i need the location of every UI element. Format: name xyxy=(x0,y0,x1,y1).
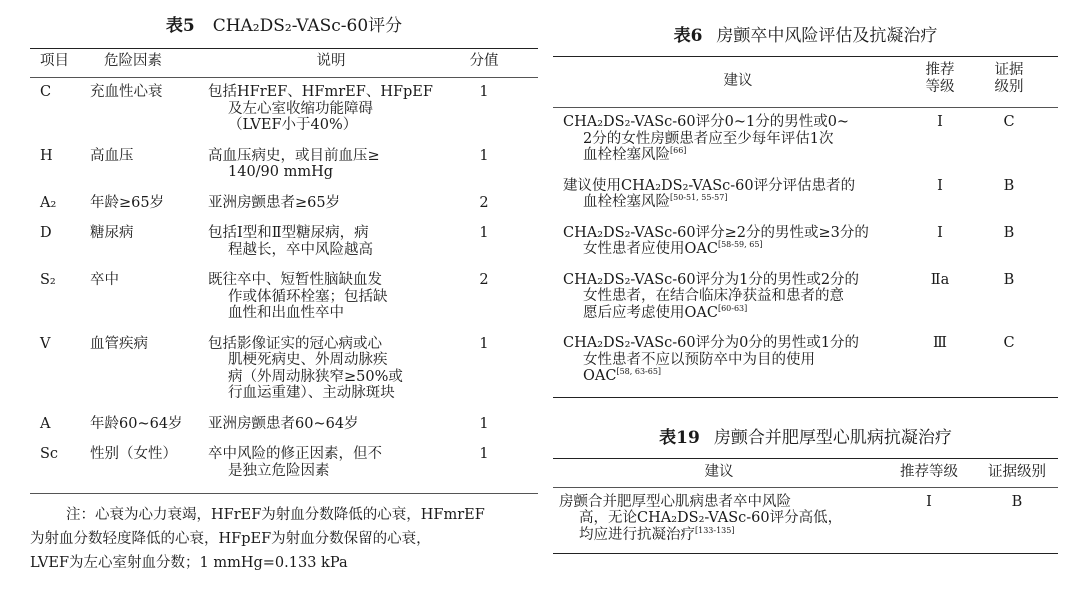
table6-header-grade-l2: 等级 xyxy=(925,78,955,95)
table6-row-line: OAC xyxy=(583,368,617,384)
table5-desc-line: 程越长，卒中风险越高 xyxy=(228,241,373,258)
table5-score: 2 xyxy=(479,194,489,211)
table6-row-ref: [50-51, 55-57] xyxy=(670,193,728,203)
table5-desc-line: 卒中风险的修正因素，但不 xyxy=(208,446,382,462)
table6-row xyxy=(553,266,1058,330)
table5-desc-line: 是独立危险因素 xyxy=(228,462,330,479)
table5-factor: 年龄≥65岁 xyxy=(90,194,165,211)
table19-row-text xyxy=(559,494,879,544)
table5-desc xyxy=(208,148,454,181)
table19-header-level: 证据级别 xyxy=(988,463,1046,480)
table19-row-level: B xyxy=(1011,493,1023,510)
table19-header-rec: 建议 xyxy=(704,463,734,480)
table19-row-line: 高，无论CHA₂DS₂-VASc-60评分高低， xyxy=(579,510,843,526)
table5-desc-line: 肌梗死病史、外周动脉疾 xyxy=(228,352,388,368)
table19-caption-num: 表19 xyxy=(659,427,700,448)
table5-desc-line: 行血运重建）、主动脉斑块 xyxy=(228,385,395,401)
table19-header-grade: 推荐等级 xyxy=(900,463,958,480)
table6-header-grade-l1: 推荐 xyxy=(925,62,955,78)
table5-score: 1 xyxy=(479,84,489,100)
table5-score: 1 xyxy=(479,415,489,432)
table5-factor: 血管疾病 xyxy=(90,335,148,352)
table5-score: 1 xyxy=(479,147,489,164)
table5-item: A₂ xyxy=(40,194,57,211)
table5-desc-line: 作或体循环栓塞；包括缺 xyxy=(228,288,388,305)
table19-caption xyxy=(553,426,1058,452)
table6-row xyxy=(553,329,1058,393)
table6-row-line: CHA₂DS₂-VASc-60评分≥2分的男性或≥3分的 xyxy=(563,224,869,241)
table6-header-level-l2: 级别 xyxy=(994,78,1024,95)
table6-row-text xyxy=(563,272,913,322)
table6-row-grade: Ⅰ xyxy=(937,114,943,130)
table5-header-factor: 危险因素 xyxy=(104,53,162,69)
table5-desc-line: 亚洲房颤患者≥65岁 xyxy=(208,194,341,211)
table6-header-grade xyxy=(915,62,965,95)
table6-row-line: CHA₂DS₂-VASc-60评分0~1分的男性或0~ xyxy=(563,114,850,130)
table5-note xyxy=(30,503,538,575)
table5-desc-line: 及左心室收缩功能障碍 xyxy=(228,100,373,117)
table5-desc xyxy=(208,446,454,479)
table6-row-text xyxy=(563,114,913,164)
table5-caption-title: CHA₂DS₂-VASc-60评分 xyxy=(212,16,403,36)
table5-desc-line: 亚洲房颤患者60~64岁 xyxy=(208,415,359,432)
table6-caption xyxy=(553,24,1058,52)
table5-header-score: 分值 xyxy=(469,53,499,69)
table5-desc-line: 高血压病史，或目前血压≥ xyxy=(208,147,380,164)
table6-body xyxy=(553,108,1058,393)
table19-header-row xyxy=(553,459,1058,487)
table6-caption-title: 房颤卒中风险评估及抗凝治疗 xyxy=(716,26,938,46)
table5-desc-line: 140/90 mmHg xyxy=(228,164,334,180)
table19-row-line: 房颤合并肥厚型心肌病患者卒中风险 xyxy=(559,493,791,510)
table6-row xyxy=(553,108,1058,172)
table5-row xyxy=(30,219,538,266)
table5-desc xyxy=(208,336,454,402)
table5-note-line: 注：心衰为心力衰竭，HFrEF为射血分数降低的心衰，HFmrEF xyxy=(66,507,485,523)
table6-header-level-l1: 证据 xyxy=(994,62,1024,78)
table5-header-item: 项目 xyxy=(40,53,69,69)
table5-desc xyxy=(208,416,454,433)
table5-item: V xyxy=(40,335,51,352)
table5-item: D xyxy=(40,225,52,241)
table19-caption-title: 房颤合并肥厚型心肌病抗凝治疗 xyxy=(713,427,952,448)
table6-row-last-line xyxy=(563,305,913,322)
table6-row-line: 愿后应考虑使用OAC xyxy=(583,304,718,321)
table5-row xyxy=(30,78,538,142)
table5-row xyxy=(30,266,538,330)
table6-row-line: CHA₂DS₂-VASc-60评分为0分的男性或1分的 xyxy=(563,335,860,351)
table6-row-grade: Ⅰ xyxy=(937,177,943,194)
table5-bottom-rule xyxy=(30,493,538,494)
table6-row-line: 血栓栓塞风险 xyxy=(583,147,670,163)
table6-row-text xyxy=(563,335,913,385)
table5 xyxy=(30,14,538,494)
table5-desc-line: 包括HFrEF、HFmrEF、HFpEF xyxy=(208,84,433,100)
table6-row xyxy=(553,219,1058,266)
table6-row xyxy=(553,172,1058,219)
table19-row-line: 均应进行抗凝治疗 xyxy=(579,526,695,543)
table6-row-ref: [58-59, 65] xyxy=(717,240,763,250)
table5-score: 1 xyxy=(479,335,489,352)
table6-row-last-line xyxy=(563,147,913,164)
table5-item: H xyxy=(40,147,53,164)
table6-row-line: CHA₂DS₂-VASc-60评分为1分的男性或2分的 xyxy=(563,271,860,288)
table6-row-grade: Ⅰ xyxy=(937,224,943,241)
table5-desc-line: （LVEF小于40%） xyxy=(228,117,358,133)
table6-header-level xyxy=(977,62,1041,95)
table6-bottom-rule xyxy=(553,397,1058,398)
table5-factor: 性别（女性） xyxy=(90,446,177,462)
table5-note-line: LVEF为左心室射血分数；1 mmHg=0.133 kPa xyxy=(30,555,348,571)
table6-row-text xyxy=(563,178,913,211)
table5-desc xyxy=(208,195,454,212)
table5-row xyxy=(30,410,538,441)
table19-row-ref: [133-135] xyxy=(695,525,735,535)
table6-row-line: 女性患者不应以预防卒中为目的使用 xyxy=(583,351,815,368)
table5-desc-line: 病（外周动脉狭窄≥50%或 xyxy=(228,368,403,385)
table19-bottom-rule xyxy=(553,553,1058,554)
table19-row-grade: Ⅰ xyxy=(926,493,932,510)
table6-row-ref: [58, 63-65] xyxy=(616,367,662,377)
table6-row-line: 女性患者应使用OAC xyxy=(583,241,718,257)
table6-row-level: C xyxy=(1003,114,1015,130)
table5-factor: 充血性心衰 xyxy=(90,84,163,100)
table6-row-level: B xyxy=(1003,271,1015,288)
table19 xyxy=(553,426,1058,555)
table5-caption xyxy=(30,14,538,44)
table5-desc-line: 血性和出血性卒中 xyxy=(228,305,344,321)
table6-row-ref: [60-63] xyxy=(717,303,748,313)
table5-item: A xyxy=(40,415,51,432)
table6-row-text xyxy=(563,225,913,258)
table19-body xyxy=(553,488,1058,552)
table5-factor: 年龄60~64岁 xyxy=(90,415,183,432)
table6-row-line: 女性患者，在结合临床净获益和患者的意 xyxy=(583,288,844,304)
table6 xyxy=(553,24,1058,554)
table5-desc-line: 包括Ⅰ型和Ⅱ型糖尿病，病 xyxy=(208,225,369,241)
table5-desc xyxy=(208,225,454,258)
table6-row-ref: [66] xyxy=(670,146,687,156)
table5-note-line: 为射血分数轻度降低的心衰，HFpEF为射血分数保留的心衰， xyxy=(30,531,431,547)
table5-desc xyxy=(208,84,454,134)
table6-row-grade: Ⅱa xyxy=(930,271,950,288)
table5-score: 2 xyxy=(479,272,489,288)
table6-row-level: C xyxy=(1003,335,1015,351)
table6-row-last-line xyxy=(563,241,913,258)
table6-row-level: B xyxy=(1003,177,1015,194)
table5-item: S₂ xyxy=(40,272,56,288)
table5-caption-num: 表5 xyxy=(165,16,195,36)
table5-desc-line: 包括影像证实的冠心病或心 xyxy=(208,335,382,352)
table5-desc xyxy=(208,272,454,322)
table6-caption-num: 表6 xyxy=(673,26,703,46)
table5-header-desc: 说明 xyxy=(316,53,346,69)
table5-factor: 糖尿病 xyxy=(90,225,134,241)
table6-row-level: B xyxy=(1003,224,1015,241)
table6-row-line: 血栓栓塞风险 xyxy=(583,194,670,210)
table5-row xyxy=(30,440,538,487)
table6-row-last-line xyxy=(563,368,913,385)
table5-score: 1 xyxy=(479,225,489,241)
table5-header-row xyxy=(30,49,538,77)
table19-row xyxy=(553,488,1058,552)
table5-row xyxy=(30,189,538,220)
table6-row-line: 建议使用CHA₂DS₂-VASc-60评分评估患者的 xyxy=(563,177,856,194)
table5-item: C xyxy=(40,84,52,100)
table5-factor: 卒中 xyxy=(90,272,119,288)
table6-row-last-line xyxy=(563,194,913,211)
table6-row-line: 2分的女性房颤患者应至少每年评估1次 xyxy=(583,130,834,147)
table6-row-grade: Ⅲ xyxy=(933,335,947,351)
table5-row xyxy=(30,142,538,189)
table6-header-rec: 建议 xyxy=(723,73,753,89)
table5-desc-line: 既往卒中、短暂性脑缺血发 xyxy=(208,272,382,288)
table5-score: 1 xyxy=(479,446,489,462)
table5-row xyxy=(30,330,538,410)
table5-factor: 高血压 xyxy=(90,147,134,164)
table5-body xyxy=(30,78,538,487)
table19-row-last-line xyxy=(559,527,879,544)
table6-header-row xyxy=(553,57,1058,107)
table5-item: Sc xyxy=(40,446,59,462)
